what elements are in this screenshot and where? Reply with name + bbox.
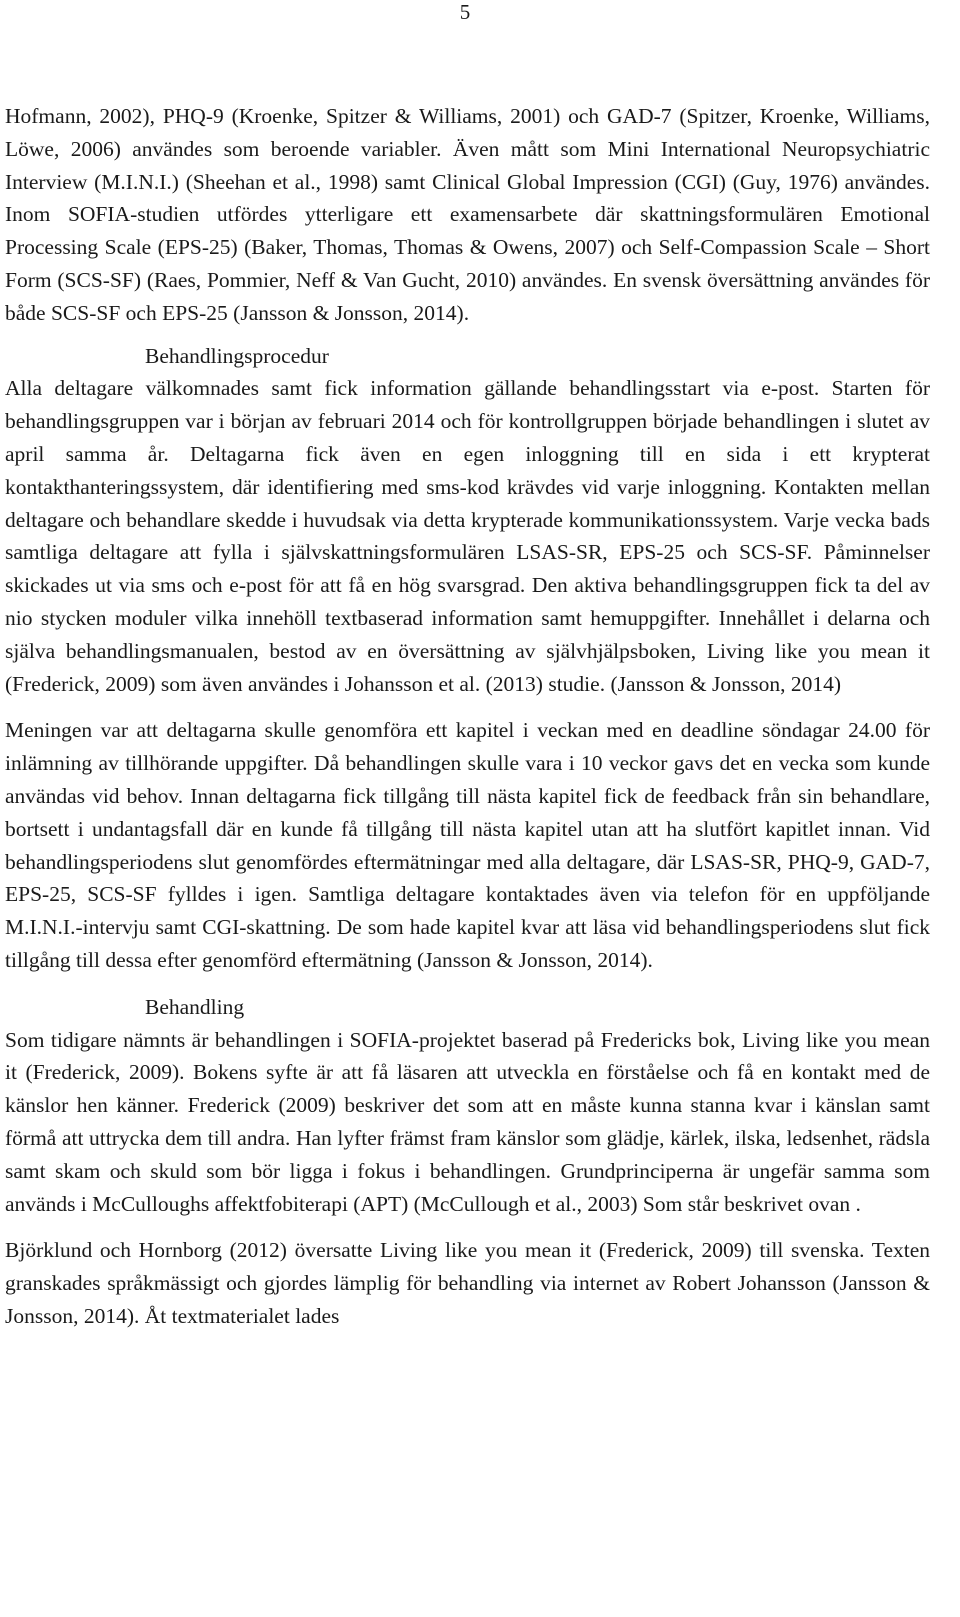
section-heading-behandling: Behandling bbox=[145, 994, 245, 1019]
spacer bbox=[5, 330, 930, 340]
spacer bbox=[5, 700, 930, 714]
paragraph-treatment: Som tidigare nämnts är behandlingen i SOFIA-projektet baserad på Fredericks bok, Living like you mean it (Frederick, 2009). Bokens syfte är att få läsaren att utveckla en förståelse och få en kontakt med de känslor hen känner. Frederick (2009) beskriver det som att en måste kunna stanna kvar i känslan samt förmå att uttrycka dem till andra. Han lyfter främst fram känslor som glädje, kärlek, ilska, ledsenhet, rädsla samt skam och skuld som bör ligga i fokus i behandlingen. Grundprinciperna är ungefär samma som används i McCulloughs affektfobiterapi (APT) (McCullough et al., 2003) Som står beskrivet ovan . bbox=[5, 1027, 930, 1216]
paragraph-schedule: Meningen var att deltagarna skulle genomföra ett kapitel i veckan med en deadline söndagar 24.00 för inlämning av tillhörande uppgifter. Då behandlingen skulle vara i 10 veckor gavs det en vecka som kunde användas vid behov. Innan deltagarna fick tillgång till nästa kapitel fick de feedback från sin behandlare, bortsett i undantagsfall där en kunde få tillgång till nästa kapitel utan att ha slutfört kapitlet innan. Vid behandlingsperiodens slut genomfördes eftermätningar med alla deltagare, där LSAS-SR, PHQ-9, GAD-7, EPS-25, SCS-SF fylldes i igen. Samtliga deltagare kontaktades även via telefon för en uppföljande M.I.N.I.-intervju samt CGI-skattning. De som hade kapitel kvar att läsa vid behandlingsperiodens slut fick tillgång till dessa efter genomförd eftermätning (Jansson & Jonsson, 2014). bbox=[5, 718, 930, 972]
section-heading-behandlingsprocedur: Behandlingsprocedur bbox=[145, 343, 329, 368]
paragraph-measures: Hofmann, 2002), PHQ-9 (Kroenke, Spitzer & Williams, 2001) och GAD-7 (Spitzer, Kroenke, Williams, Löwe, 2006) användes som beroende variabler. Även mått som Mini International Neuropsychiatric Interview (M.I.N.I.) (Sheehan et al., 1998) samt Clinical Global Impression (CGI) (Guy, 1976) användes. Inom SOFIA-studien utfördes ytterligare ett examensarbete där skattningsformulären Emotional Processing Scale (EPS-25) (Baker, Thomas, Thomas & Owens, 2007) och Self-Compassion Scale – Short Form (SCS-SF) (Raes, Pommier, Neff & Van Gucht, 2010) användes. En svensk översättning användes för både SCS-SF och EPS-25 (Jansson & Jonsson, 2014). bbox=[5, 104, 930, 325]
spacer bbox=[5, 1220, 930, 1234]
paragraph-procedure: Alla deltagare välkomnades samt fick information gällande behandlingsstart via e-post. Starten för behandlingsgruppen var i början av februari 2014 och för kontrollgruppen började behandlingen i slutet av april samma år. Deltagarna fick även en egen inloggning till en sida i ett krypterat kontakthanteringssystem, där identifiering med sms-kod krävdes vid varje inloggning. Kontakten mellan deltagare och behandlare skedde i huvudsak via detta krypterade kommunikationssystem. Varje vecka bads samtliga deltagare att fylla i självskattningsformulären LSAS-SR, EPS-25 och SCS-SF. Påminnelser skickades ut via sms och e-post för att få en hög svarsgrad. Den aktiva behandlingsgruppen fick ta del av nio stycken moduler vilka innehöll textbaserad information samt hemuppgifter. Innehållet i delarna och själva behandlingsmanualen, bestod av en översättning av självhjälpsboken, Living like you mean it (Frederick, 2009) som även användes i Johansson et al. (2013) studie. (Jansson & Jonsson, 2014) bbox=[5, 376, 930, 696]
paragraph-translation: Björklund och Hornborg (2012) översatte Living like you mean it (Frederick, 2009) till svenska. Texten granskades språkmässigt och gjordes lämplig för behandling via internet av Robert Johansson (Jansson & Jonsson, 2014). Åt textmaterialet lades bbox=[5, 1238, 930, 1328]
spacer bbox=[5, 977, 930, 991]
page-number: 5 bbox=[459, 0, 471, 24]
document-body bbox=[5, 100, 930, 1333]
